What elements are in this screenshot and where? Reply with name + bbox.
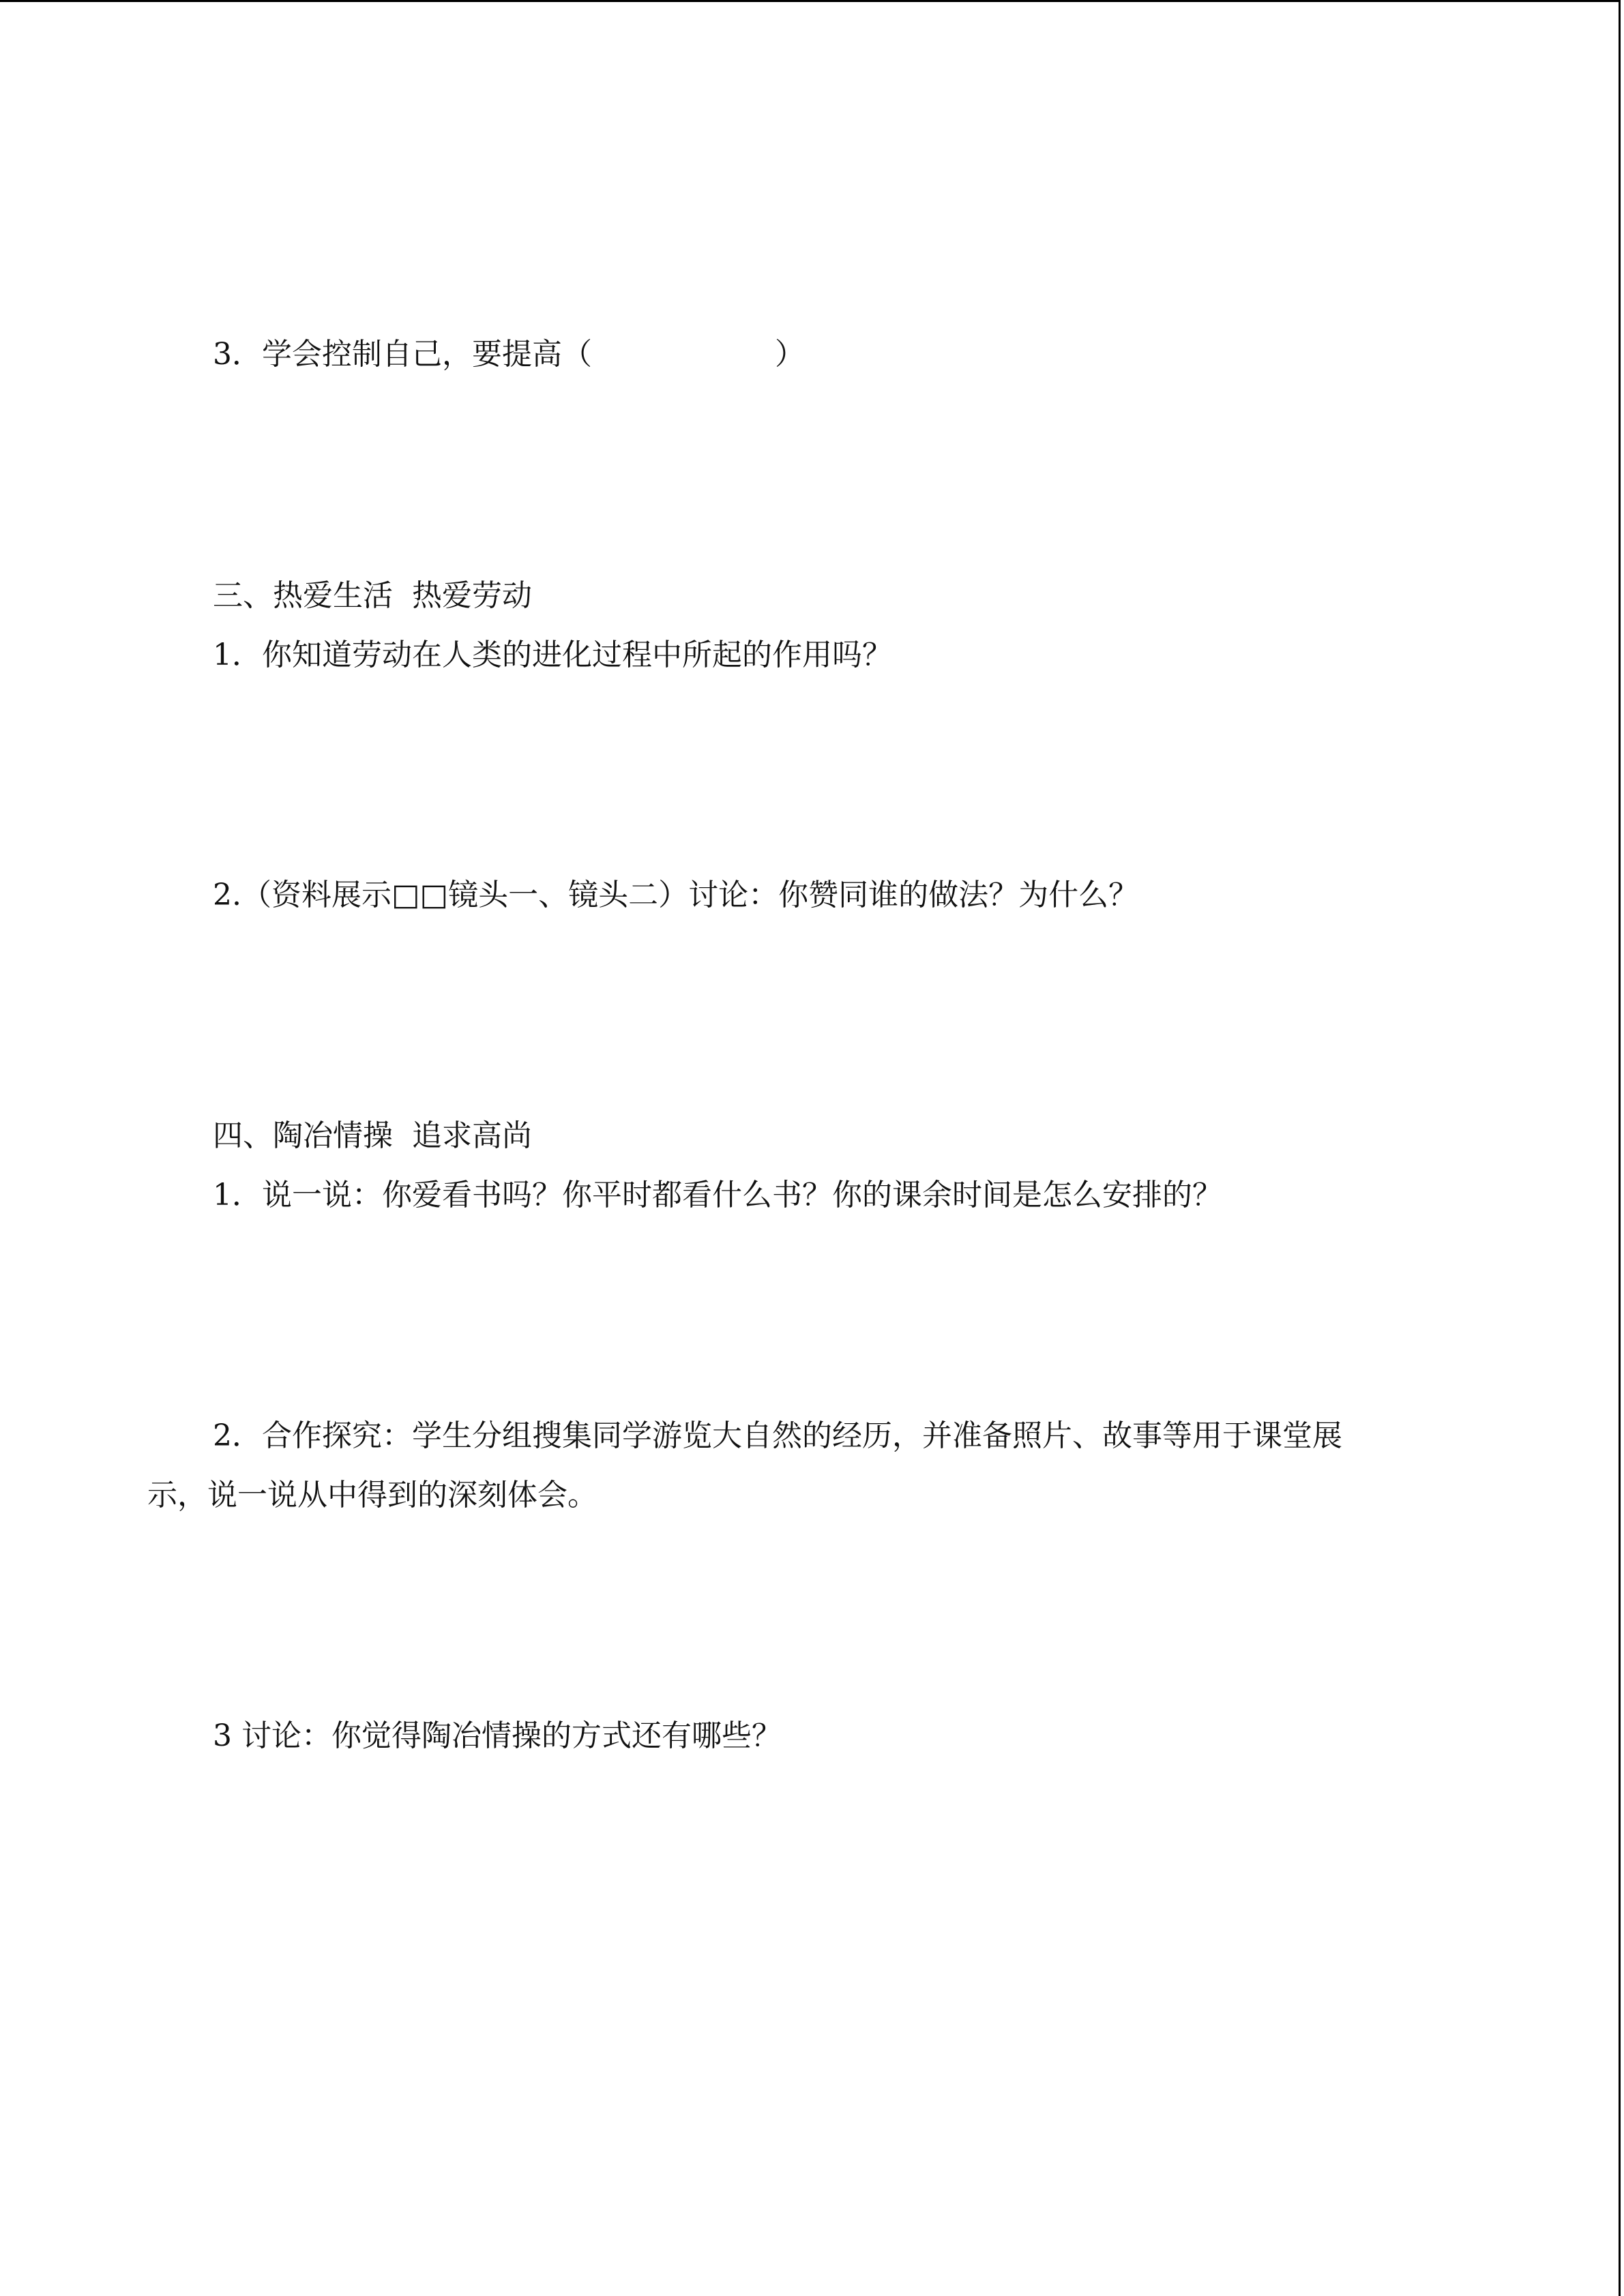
section-4-question-2-line-2: 示，说一说从中得到的深刻体会。 [147,1478,597,1512]
question-3-suffix: ） [775,337,805,372]
section-3-heading: 三、热爱生活 热爱劳动 [213,578,532,613]
section-3-question-2: 2.（资料展示□□镜头一、镜头二）讨论：你赞同谁的做法？为什么？ [213,878,1139,912]
section-3-question-1: 1．你知道劳动在人类的进化过程中所起的作用吗？ [213,638,892,672]
section-4-question-3: 3 讨论：你觉得陶冶情操的方式还有哪些？ [213,1718,782,1753]
question-3-prefix: 3．学会控制自己，要提高（ [213,337,592,372]
section-4-question-1: 1．说一说：你爱看书吗？你平时都看什么书？你的课余时间是怎么安排的？ [213,1178,1222,1212]
section-4-question-2-line-1: 2．合作探究：学生分组搜集同学游览大自然的经历，并准备照片、故事等用于课堂展 [213,1418,1342,1453]
section-4-heading: 四、陶冶情操 追求高尚 [213,1118,532,1153]
question-3-control-self [213,336,805,374]
